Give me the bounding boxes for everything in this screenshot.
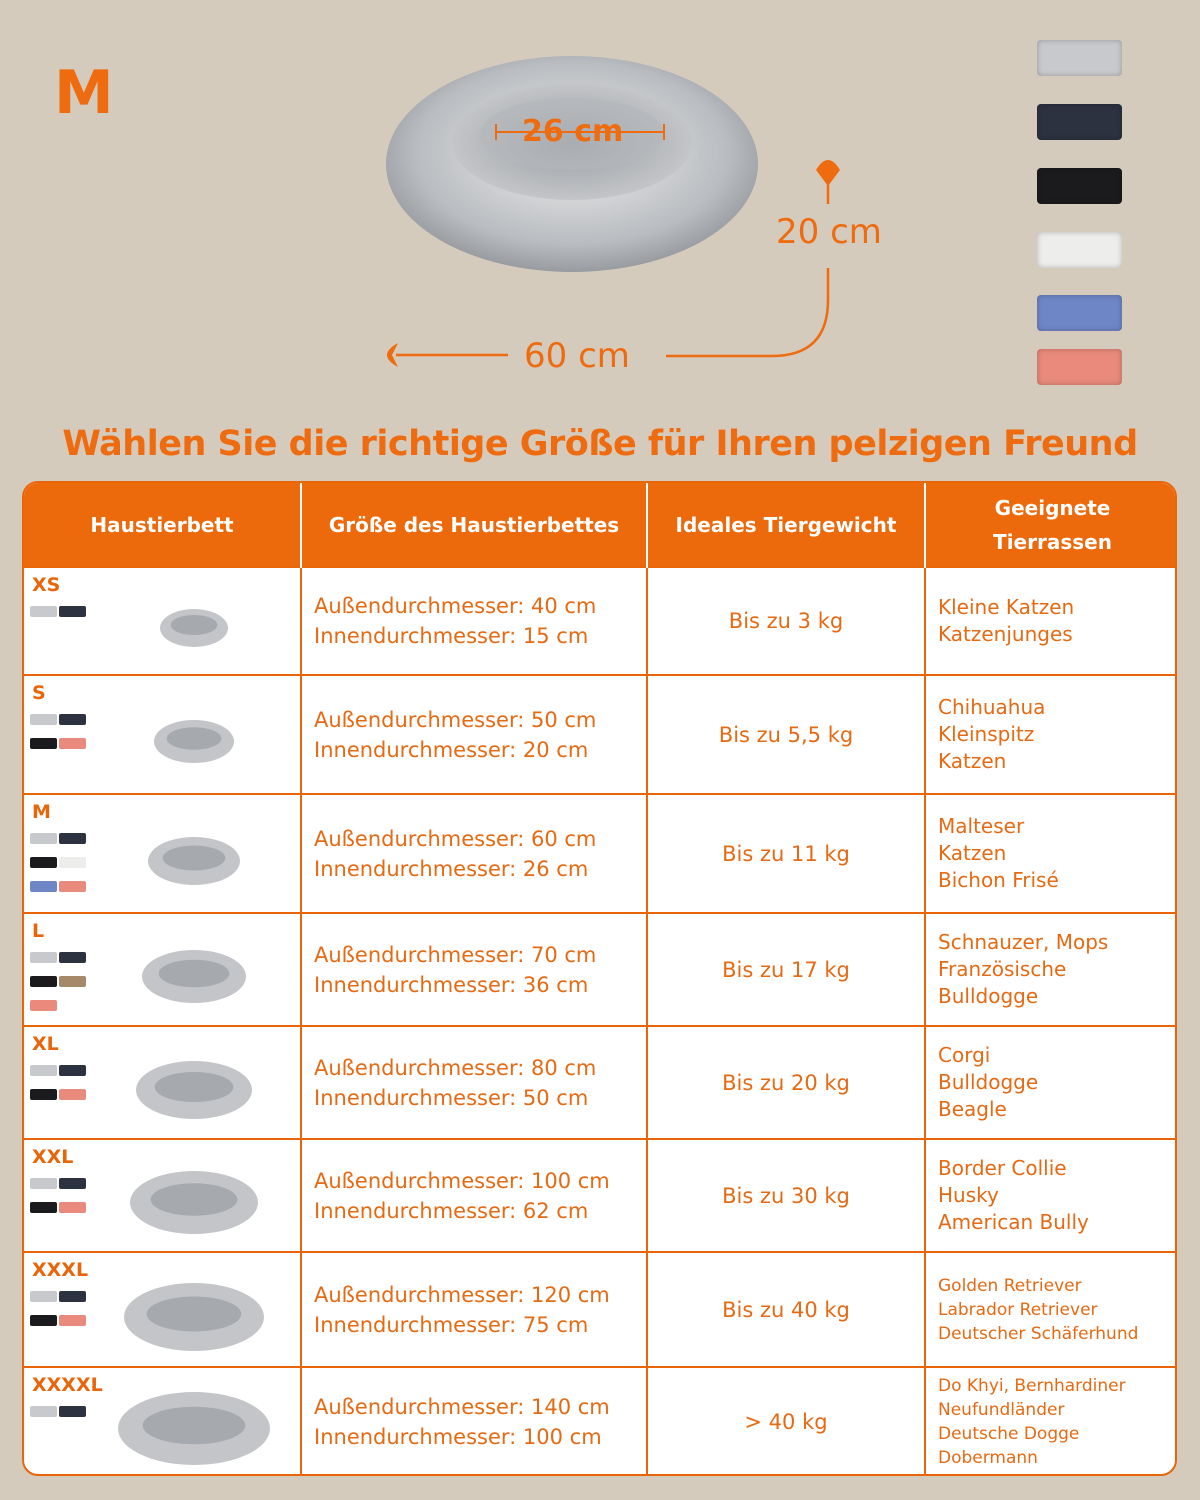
inner-diameter-text: Innendurchmesser: 15 cm bbox=[314, 624, 589, 648]
color-swatch[interactable] bbox=[1037, 40, 1122, 76]
mini-color-swatch bbox=[59, 1315, 86, 1326]
breeds-cell bbox=[925, 1139, 1177, 1252]
mini-color-swatch bbox=[30, 952, 57, 963]
header-bed: Haustierbett bbox=[24, 483, 301, 567]
mini-color-swatch bbox=[30, 1065, 57, 1076]
bed-size-code: XS bbox=[32, 574, 61, 596]
breed-item: Katzen bbox=[938, 749, 1007, 773]
mini-color-swatch bbox=[30, 1000, 57, 1011]
weight-cell: Bis zu 30 kg bbox=[647, 1139, 925, 1252]
breeds-cell bbox=[925, 1252, 1177, 1367]
color-swatch[interactable] bbox=[1037, 349, 1122, 385]
mini-color-swatch bbox=[30, 1315, 57, 1326]
breeds-cell bbox=[925, 1367, 1177, 1476]
pet-bed-image bbox=[382, 34, 762, 274]
bed-cell bbox=[24, 1026, 301, 1139]
inner-diameter-text: Innendurchmesser: 50 cm bbox=[314, 1085, 589, 1110]
inner-diameter-text: Innendurchmesser: 36 cm bbox=[314, 972, 589, 997]
breed-item: Deutscher Schäferhund bbox=[938, 1323, 1139, 1344]
breeds-cell bbox=[925, 567, 1177, 675]
inner-diameter-text: Innendurchmesser: 20 cm bbox=[314, 737, 589, 762]
bed-color-options bbox=[30, 602, 94, 626]
mini-color-swatch bbox=[59, 714, 86, 725]
breeds-cell bbox=[925, 913, 1177, 1026]
outer-diameter-label: 60 cm bbox=[524, 336, 630, 376]
mini-color-swatch bbox=[59, 1178, 86, 1189]
breeds-cell bbox=[925, 675, 1177, 794]
size-cell bbox=[301, 567, 647, 675]
breed-item: Corgi bbox=[938, 1043, 991, 1067]
bed-color-options bbox=[30, 1061, 94, 1109]
bed-color-options bbox=[30, 948, 94, 1020]
weight-cell: Bis zu 40 kg bbox=[647, 1252, 925, 1367]
breed-item: Beagle bbox=[938, 1097, 1007, 1121]
breed-item: Do Khyi, Bernhardiner bbox=[938, 1376, 1126, 1396]
color-swatch[interactable] bbox=[1037, 104, 1122, 140]
mini-color-swatch bbox=[59, 738, 86, 749]
page-title: Wählen Sie die richtige Größe für Ihren pelzigen Freund bbox=[62, 424, 1138, 464]
size-cell bbox=[301, 1367, 647, 1476]
weight-cell: Bis zu 5,5 kg bbox=[647, 675, 925, 794]
mini-color-swatch bbox=[30, 857, 57, 868]
bed-size-code: L bbox=[32, 920, 45, 942]
weight-cell: Bis zu 20 kg bbox=[647, 1026, 925, 1139]
bed-thumbnail bbox=[159, 608, 229, 648]
bed-thumbnail bbox=[129, 1170, 259, 1235]
breed-item: Bichon Frisé bbox=[938, 868, 1059, 892]
breed-item: Border Collie bbox=[938, 1156, 1067, 1180]
header-weight: Ideales Tiergewicht bbox=[647, 483, 925, 567]
breed-item: Husky bbox=[938, 1183, 999, 1207]
size-label: M bbox=[54, 58, 114, 128]
size-cell bbox=[301, 794, 647, 913]
outer-diameter-text: Außendurchmesser: 140 cm bbox=[314, 1395, 610, 1419]
bed-cell bbox=[24, 567, 301, 675]
mini-color-swatch bbox=[59, 1406, 86, 1417]
header-breeds-line1: Geeignete bbox=[994, 495, 1111, 520]
size-cell bbox=[301, 1026, 647, 1139]
header-size: Größe des Haustierbettes bbox=[301, 483, 647, 567]
bed-color-options bbox=[30, 710, 94, 758]
breed-item: Schnauzer, Mops bbox=[938, 930, 1109, 954]
bed-cell bbox=[24, 1252, 301, 1367]
mini-color-swatch bbox=[59, 1065, 86, 1076]
breed-item: American Bully bbox=[938, 1210, 1089, 1234]
bed-cell bbox=[24, 675, 301, 794]
breed-item: Französische bbox=[938, 957, 1067, 981]
mini-color-swatch bbox=[30, 1202, 57, 1213]
breed-item: Bulldogge bbox=[938, 1070, 1039, 1094]
bed-thumbnail bbox=[117, 1391, 271, 1466]
breed-item: Katzenjunges bbox=[938, 622, 1073, 646]
bed-thumbnail bbox=[153, 719, 235, 764]
mini-color-swatch bbox=[30, 833, 57, 844]
breed-item: Labrador Retriever bbox=[938, 1299, 1098, 1320]
size-cell bbox=[301, 1252, 647, 1367]
breeds-cell bbox=[925, 1026, 1177, 1139]
outer-diameter-text: Außendurchmesser: 100 cm bbox=[314, 1168, 610, 1193]
bed-cell bbox=[24, 1139, 301, 1252]
table-row bbox=[24, 1252, 1177, 1367]
weight-cell: Bis zu 11 kg bbox=[647, 794, 925, 913]
breed-item: Kleine Katzen bbox=[938, 595, 1075, 619]
size-table bbox=[22, 481, 1177, 1476]
breed-item: Neufundländer bbox=[938, 1400, 1065, 1420]
bed-color-options bbox=[30, 1287, 94, 1335]
bed-size-code: XL bbox=[32, 1033, 59, 1055]
breed-item: Katzen bbox=[938, 841, 1007, 865]
color-swatch[interactable] bbox=[1037, 168, 1122, 204]
breed-item: Malteser bbox=[938, 814, 1025, 838]
bed-size-code: S bbox=[32, 682, 46, 704]
size-cell bbox=[301, 675, 647, 794]
breed-item: Dobermann bbox=[938, 1448, 1038, 1468]
color-swatch[interactable] bbox=[1037, 295, 1122, 331]
color-swatch[interactable] bbox=[1037, 232, 1122, 268]
inner-diameter-text: Innendurchmesser: 75 cm bbox=[314, 1312, 589, 1337]
table-row bbox=[24, 567, 1177, 675]
mini-color-swatch bbox=[30, 606, 57, 617]
table-row bbox=[24, 675, 1177, 794]
table-row bbox=[24, 1026, 1177, 1139]
outer-diameter-text: Außendurchmesser: 60 cm bbox=[314, 826, 597, 851]
breeds-cell bbox=[925, 794, 1177, 913]
outer-diameter-text: Außendurchmesser: 40 cm bbox=[314, 594, 597, 618]
mini-color-swatch bbox=[59, 606, 86, 617]
bed-size-code: XXXL bbox=[32, 1259, 89, 1281]
header-breeds bbox=[925, 483, 1177, 567]
size-cell bbox=[301, 913, 647, 1026]
weight-cell: Bis zu 17 kg bbox=[647, 913, 925, 1026]
mini-color-swatch bbox=[59, 1089, 86, 1100]
bed-cell bbox=[24, 794, 301, 913]
table-row bbox=[24, 794, 1177, 913]
mini-color-swatch bbox=[59, 976, 86, 987]
breed-item: Deutsche Dogge bbox=[938, 1424, 1080, 1444]
mini-color-swatch bbox=[59, 881, 86, 892]
bed-color-options bbox=[30, 829, 94, 901]
mini-color-swatch bbox=[30, 1291, 57, 1302]
header-breeds-line2: Tierrassen bbox=[993, 529, 1112, 554]
table-header-row bbox=[24, 483, 1177, 567]
bed-cell bbox=[24, 913, 301, 1026]
mini-color-swatch bbox=[30, 881, 57, 892]
mini-color-swatch bbox=[59, 857, 86, 868]
mini-color-swatch bbox=[30, 1406, 57, 1417]
outer-diameter-text: Außendurchmesser: 120 cm bbox=[314, 1282, 610, 1307]
table-row bbox=[24, 1139, 1177, 1252]
mini-color-swatch bbox=[59, 833, 86, 844]
inner-diameter-text: Innendurchmesser: 62 cm bbox=[314, 1198, 589, 1223]
mini-color-swatch bbox=[30, 1178, 57, 1189]
mini-color-swatch bbox=[30, 738, 57, 749]
breed-item: Golden Retriever bbox=[938, 1275, 1082, 1296]
mini-color-swatch bbox=[30, 1089, 57, 1100]
inner-diameter-text: Innendurchmesser: 100 cm bbox=[314, 1425, 602, 1449]
breed-item: Kleinspitz bbox=[938, 722, 1035, 746]
mini-color-swatch bbox=[59, 952, 86, 963]
outer-diameter-text: Außendurchmesser: 80 cm bbox=[314, 1055, 597, 1080]
inner-diameter-text: Innendurchmesser: 26 cm bbox=[314, 856, 589, 881]
inner-diameter-label: 26 cm bbox=[522, 114, 624, 149]
table-row bbox=[24, 1367, 1177, 1476]
table-row bbox=[24, 913, 1177, 1026]
mini-color-swatch bbox=[30, 714, 57, 725]
outer-diameter-text: Außendurchmesser: 70 cm bbox=[314, 942, 597, 967]
bed-thumbnail bbox=[135, 1060, 253, 1120]
bed-thumbnail bbox=[147, 836, 241, 886]
bed-cell bbox=[24, 1367, 301, 1476]
outer-diameter-text: Außendurchmesser: 50 cm bbox=[314, 707, 597, 732]
bed-thumbnail bbox=[141, 949, 247, 1004]
bed-size-code: M bbox=[32, 801, 51, 823]
bed-size-code: XXL bbox=[32, 1146, 74, 1168]
mini-color-swatch bbox=[59, 1291, 86, 1302]
bed-thumbnail bbox=[123, 1282, 265, 1352]
bed-color-options bbox=[30, 1174, 94, 1222]
breed-item: Bulldogge bbox=[938, 984, 1039, 1008]
height-label: 20 cm bbox=[776, 212, 882, 252]
bed-color-options bbox=[30, 1402, 94, 1426]
weight-cell: > 40 kg bbox=[647, 1367, 925, 1476]
bed-size-code: XXXXL bbox=[32, 1374, 103, 1396]
weight-cell: Bis zu 3 kg bbox=[647, 567, 925, 675]
mini-color-swatch bbox=[30, 976, 57, 987]
mini-color-swatch bbox=[59, 1202, 86, 1213]
size-cell bbox=[301, 1139, 647, 1252]
breed-item: Chihuahua bbox=[938, 695, 1046, 719]
